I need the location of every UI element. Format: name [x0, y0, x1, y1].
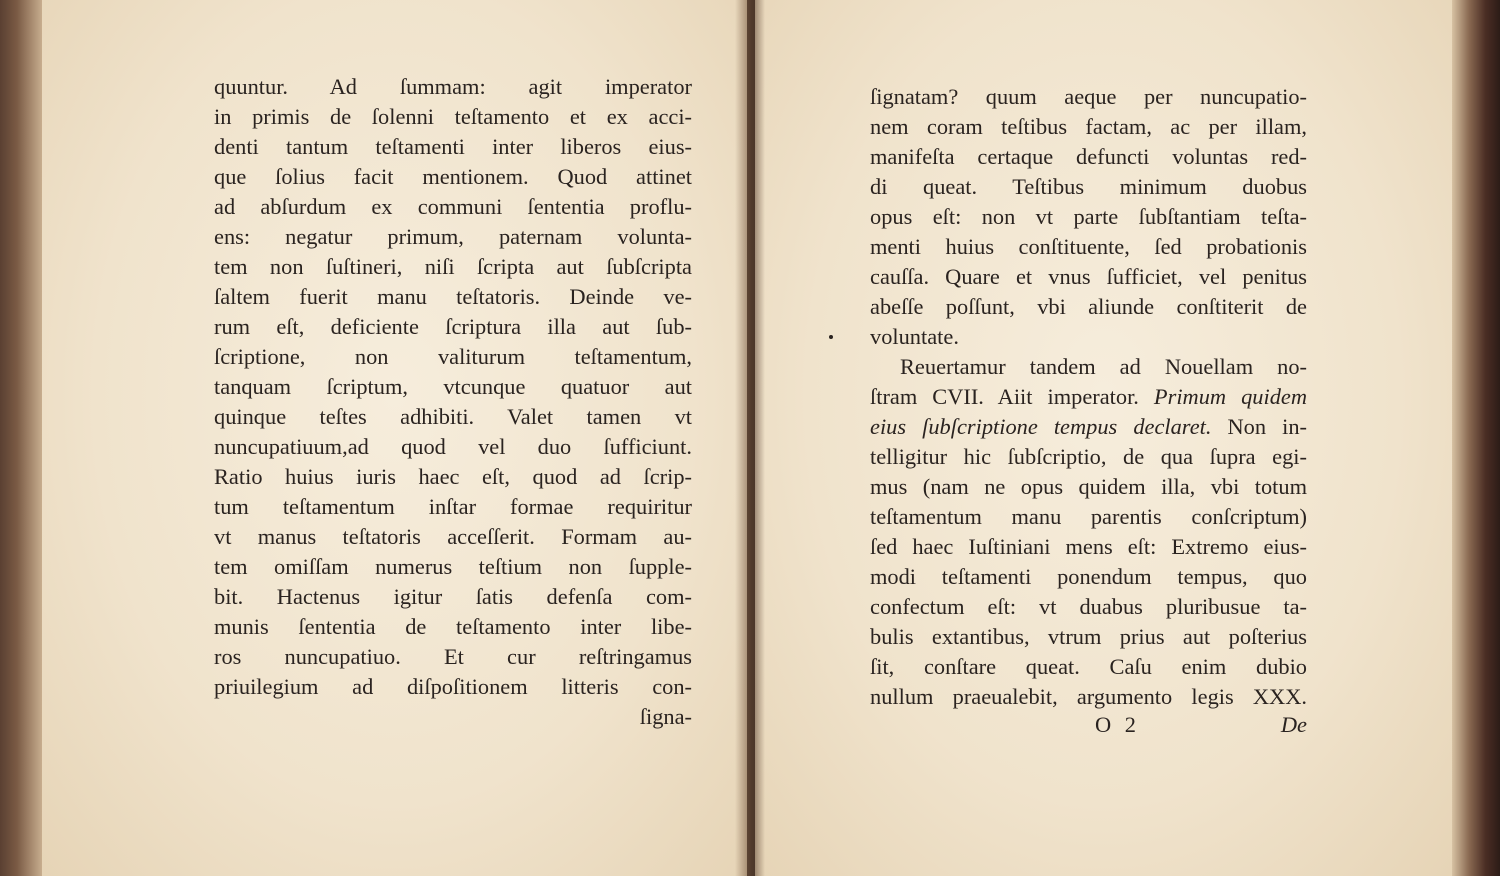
left-page	[42, 0, 747, 876]
book-gutter	[735, 0, 765, 876]
right-page	[755, 0, 1452, 876]
book-edge-left	[0, 0, 42, 876]
text-line: opus eſt: non vt parte ſubſtantiam teſta-	[870, 204, 1307, 229]
roman-text: Non in-	[1227, 414, 1307, 439]
ink-speck	[829, 335, 833, 339]
text-line: cauſſa. Quare et vnus ſufficiet, vel penitus	[870, 264, 1307, 289]
text-line: Ratio huius iuris haec eſt, quod ad ſcrip-	[214, 464, 692, 489]
text-line: que ſolius facit mentionem. Quod attinet	[214, 164, 692, 189]
text-line: tem non ſuſtineri, niſi ſcripta aut ſubſcripta	[214, 254, 692, 279]
text-line: rum eſt, deficiente ſcriptura illa aut ſub-	[214, 314, 692, 339]
text-line: abeſſe poſſunt, vbi aliunde conſtiterit de	[870, 294, 1307, 319]
text-line: di queat. Teſtibus minimum duobus	[870, 174, 1307, 199]
paragraph-start-line: Reuertamur tandem ad Nouellam no-	[900, 354, 1307, 379]
italic-text: Primum quidem	[1153, 384, 1307, 409]
text-line: telligitur hic ſubſcriptio, de qua ſupra egi-	[870, 444, 1307, 469]
text-line: menti huius conſtituente, ſed probationis	[870, 234, 1307, 259]
text-line: ſcriptione, non valiturum teſtamentum,	[214, 344, 692, 369]
text-line: modi teſtamenti ponendum tempus, quo	[870, 564, 1307, 589]
text-line: priuilegium ad diſpoſitionem litteris con-	[214, 674, 692, 699]
text-line: teſtamentum manu parentis conſcriptum)	[870, 504, 1307, 529]
text-line: quuntur. Ad ſummam: agit imperator	[214, 74, 692, 99]
text-line: mus (nam ne opus quidem illa, vbi totum	[870, 474, 1307, 499]
text-line-mixed	[870, 412, 1307, 442]
text-line: manifeſta certaque defuncti voluntas red-	[870, 144, 1307, 169]
roman-text: ſtram CVII. Aiit imperator.	[870, 384, 1139, 409]
signature-mark: O 2	[1095, 712, 1140, 737]
text-line: munis ſententia de teſtamento inter libe-	[214, 614, 692, 639]
text-line-mixed	[870, 382, 1307, 412]
left-page-text	[214, 72, 692, 732]
text-line: tem omiſſam numerus teſtium non ſupple-	[214, 554, 692, 579]
text-line: ros nuncupatiuo. Et cur reſtringamus	[214, 644, 692, 669]
page-footer	[870, 712, 1307, 742]
text-line: nem coram teſtibus factam, ac per illam,	[870, 114, 1307, 139]
text-line: nuncupatiuum,ad quod vel duo ſufficiunt.	[214, 434, 692, 459]
text-line: quinque teſtes adhibiti. Valet tamen vt	[214, 404, 692, 429]
text-line: in primis de ſolenni teſtamento et ex acci-	[214, 104, 692, 129]
book-edge-right	[1452, 0, 1500, 876]
text-line: bulis extantibus, vtrum prius aut poſterius	[870, 624, 1307, 649]
text-line: denti tantum teſtamenti inter liberos eius-	[214, 134, 692, 159]
text-line: ad abſurdum ex communi ſententia proflu-	[214, 194, 692, 219]
italic-text: eius ſubſcriptione tempus declaret.	[870, 414, 1212, 439]
text-line: voluntate.	[870, 324, 959, 349]
text-line: confectum eſt: vt duabus pluribusue ta-	[870, 594, 1307, 619]
text-line: ſed haec Iuſtiniani mens eſt: Extremo eius-	[870, 534, 1307, 559]
text-line: ſaltem fuerit manu teſtatoris. Deinde ve-	[214, 284, 692, 309]
catchword: ſigna-	[639, 704, 692, 729]
text-line: ens: negatur primum, paternam volunta-	[214, 224, 692, 249]
text-line: tanquam ſcriptum, vtcunque quatuor aut	[214, 374, 692, 399]
right-page-text	[870, 82, 1307, 712]
text-line: ſit, conſtare queat. Caſu enim dubio	[870, 654, 1307, 679]
text-line: ſignatam? quum aeque per nuncupatio-	[870, 84, 1307, 109]
text-line: nullum praeualebit, argumento legis XXX.	[870, 684, 1307, 709]
text-line: vt manus teſtatoris acceſſerit. Formam au-	[214, 524, 692, 549]
text-line: tum teſtamentum inſtar formae requiritur	[214, 494, 692, 519]
catchword: De	[1280, 712, 1307, 737]
text-line: bit. Hactenus igitur ſatis defenſa com-	[214, 584, 692, 609]
